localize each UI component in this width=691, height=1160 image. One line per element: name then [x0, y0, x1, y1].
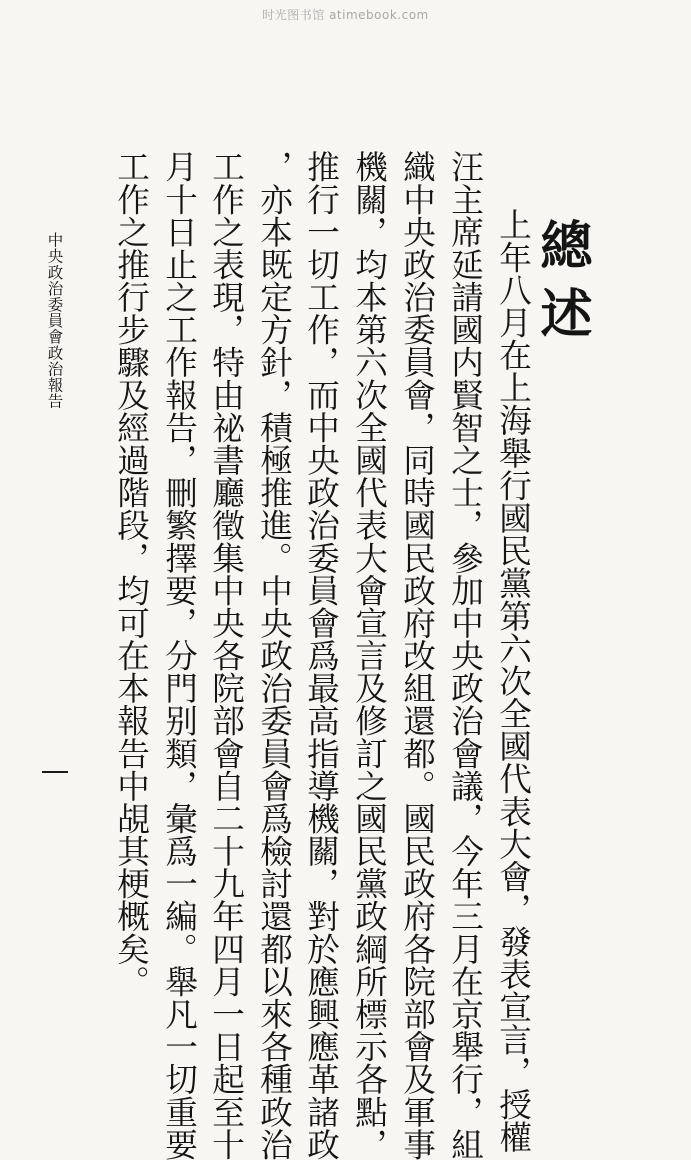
body-column-8: 月十日止之工作報告，刪繁擇要，分門别類，彙爲一編。舉凡一切重要 — [160, 150, 198, 1160]
watermark-text: 时光图书馆 atimebook.com — [262, 8, 429, 22]
body-column-4: 機關，均本第六次全國代表大會宣言及修訂之國民黨政綱所標示各點， — [350, 150, 388, 1160]
body-column-9: 工作之推行步驟及經過階段，均可在本報告中覘其梗概矣。 — [112, 150, 150, 998]
running-header-label: 中央政治委員會政治報告 — [45, 232, 64, 410]
body-column-6: ，亦本既定方針，積極推進。中央政治委員會爲檢討還都以來各種政治 — [255, 150, 293, 1160]
body-column-5: 推行一切工作，而中央政治委員會爲最高指導機關，對於應興應革諸政 — [302, 150, 340, 1160]
body-column-1: 上年八月在上海舉行國民黨第六次全國代表大會，發表宣言，授權 — [494, 208, 532, 1154]
body-column-3: 織中央政治委員會，同時國民政府改組還都。國民政府各院部會及軍事 — [398, 150, 436, 1160]
body-column-7: 工作之表現，特由祕書廳徵集中央各院部會自二十九年四月一日起至十 — [207, 150, 245, 1160]
section-title: 總述 — [531, 218, 592, 354]
page-number — [42, 771, 68, 773]
body-column-2: 汪主席延請國内賢智之士，參加中央政治會議，今年三月在京舉行，組 — [446, 150, 484, 1160]
